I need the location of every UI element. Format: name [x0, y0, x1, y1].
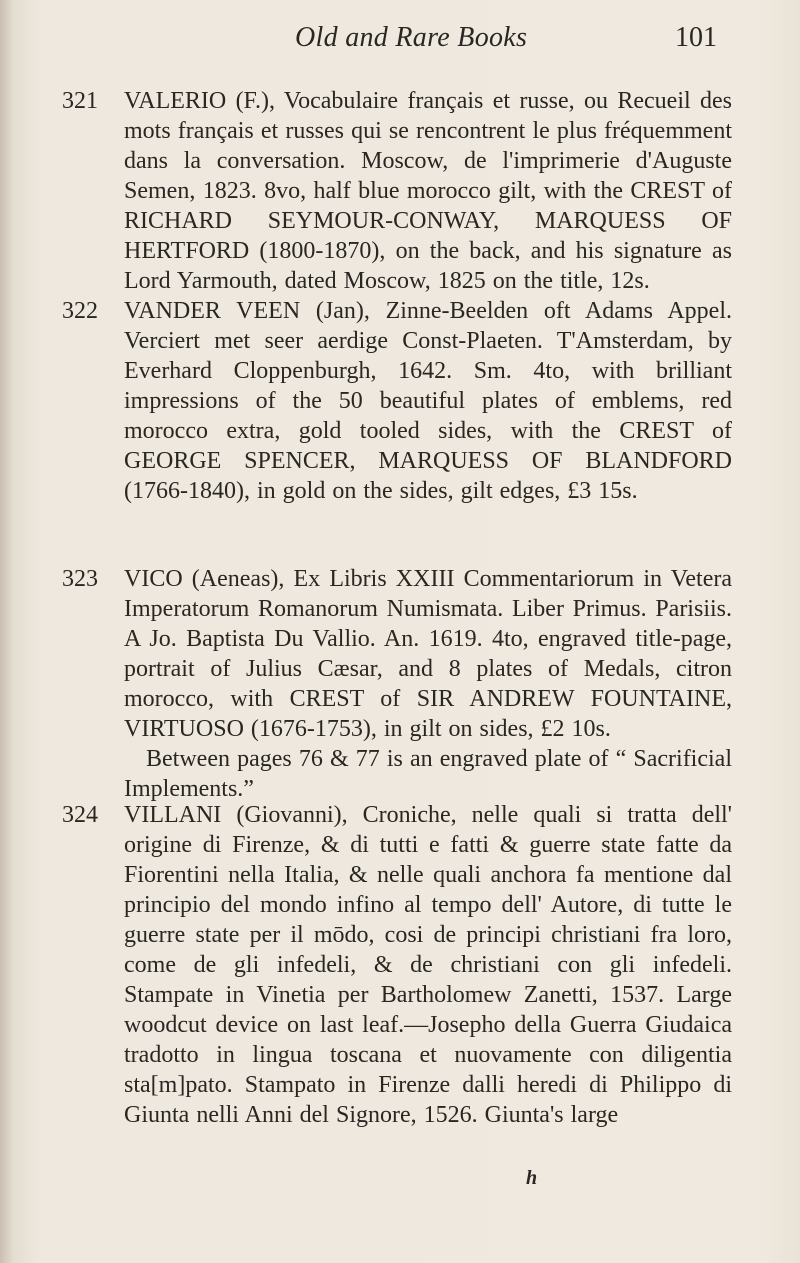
lot-number: 322: [62, 298, 98, 324]
entry-text: VANDER VEEN (Jan), Zinne-Beelden oft Adams Appel. Verciert met seer aerdige Const-Plaeten. T'Amsterdam, by Everhard Cloppenburgh, 1642. Sm. 4to, with brilliant impressions of the 50 beautiful plates of emblems, red morocco extra, gold tooled sides, with the CREST of GEORGE SPENCER, MARQUESS OF BLANDFORD (1766-1840), in gold on the sides, gilt edges, £3 15s.: [124, 298, 732, 504]
signature-mark: h: [526, 1167, 538, 1189]
catalogue-entry-323: [62, 564, 732, 804]
page-number: 101: [675, 22, 717, 53]
entry-text: VILLANI (Giovanni), Croniche, nelle quali si tratta dell' origine di Firenze, & di tutti e fatti & guerre state fatte da Fiorentini nella Italia, & nelle quali anchora fa mentione dal principio del mondo infino al tempo dell' Autore, di tutte le guerre state per il mōdo, cosi de principi christiani fra loro, come de gli infedeli, & de christiani con gli infedeli. Stampate in Vinetia per Bartholomew Zanetti, 1537. Large woodcut device on last leaf.—Josepho della Guerra Giudaica tradotto in lingua toscana et nuovamente con diligentia sta[m]pato. Stampato in Firenze dalli heredi di Philippo di Giunta nelli Anni del Signore, 1526. Giunta's large: [124, 802, 732, 1128]
page-header: [295, 22, 735, 62]
catalogue-entry-321: [62, 86, 732, 296]
entry-note: Between pages 76 & 77 is an engraved plate of “ Sacrificial Implements.”: [124, 746, 732, 802]
lot-number: 321: [62, 88, 98, 114]
lot-number: 324: [62, 802, 98, 828]
entry-text: VICO (Aeneas), Ex Libris XXIII Commentariorum in Vetera Imperatorum Romanorum Numismata. Liber Primus. Parisiis. A Jo. Baptista Du Vallio. An. 1619. 4to, engraved title-page, portrait of Julius Cæsar, and 8 plates of Medals, citron morocco, with CREST of SIR ANDREW FOUNTAINE, VIRTUOSO (1676-1753), in gilt on sides, £2 10s.: [124, 566, 732, 742]
running-head: Old and Rare Books: [295, 22, 528, 53]
entry-text: VALERIO (F.), Vocabulaire français et russe, ou Recueil des mots français et russes qui se rencontrent le plus fréquemment dans la conversation. Moscow, de l'imprimerie d'Auguste Semen, 1823. 8vo, half blue morocco gilt, with the CREST of RICHARD SEYMOUR-CONWAY, MARQUESS OF HERTFORD (1800-1870), on the back, and his signature as Lord Yarmouth, dated Moscow, 1825 on the title, 12s.: [124, 88, 732, 294]
lot-number: 323: [62, 566, 98, 592]
catalogue-entry-324: [62, 800, 732, 1130]
catalogue-entry-322: [62, 296, 732, 506]
